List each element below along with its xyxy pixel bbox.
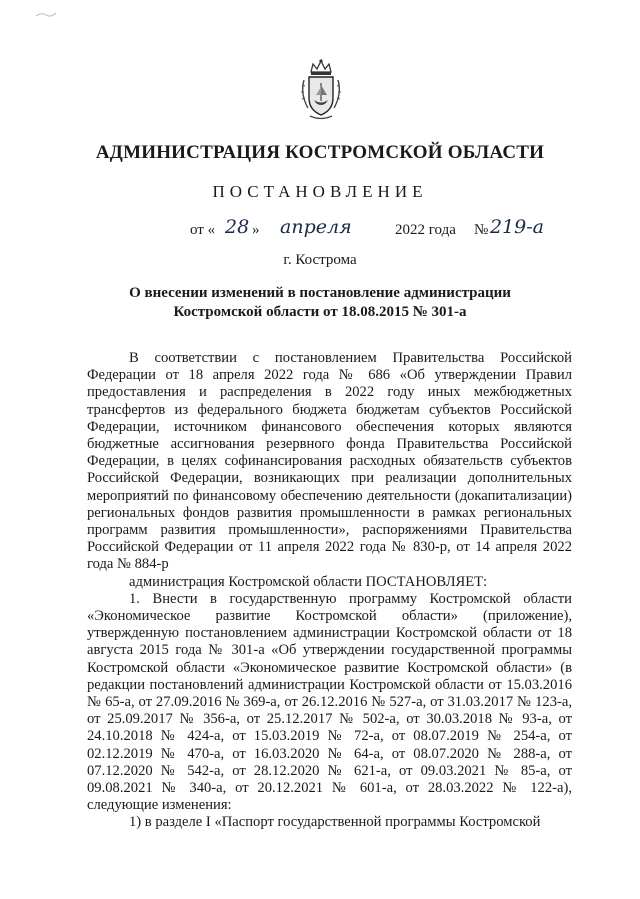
body-paragraph-1: В соответствии с постановлением Правительства Российской Федерации от 18 апреля 2022 года № 686 «Об утверждении Правил предоставления и распределения в 2022 году иных межбюджетных трансфертов из федерального бюджета бюджетам субъектов Российской Федерации, источником финансового обеспечения которых являются бюджетные ассигнования резервного фонда Правительства Российской Федерации, в целях софинансирования расходных обязательств субъектов Российской Федерации, возникающих при реализации дополнительных мероприятий по финансовому обеспечению деятельности (докапитализации) региональных фондов развития промышленности в рамках региональных программ развития промышленности», распоряжениями Правительства Российской Федерации от 11 апреля 2022 года № 830-р, от 14 апреля 2022 года № 884-р <box>87 350 572 573</box>
handwritten-day: 28 <box>225 216 250 238</box>
handwritten-month: апреля <box>280 216 352 238</box>
scan-mark <box>34 10 58 20</box>
coat-of-arms-emblem <box>296 58 346 122</box>
date-number-line <box>190 216 570 246</box>
document-type-heading: ПОСТАНОВЛЕНИЕ <box>212 182 428 201</box>
date-year: 2022 года <box>395 222 456 238</box>
body-paragraph-3: 1. Внести в государственную программу Костромской области «Экономическое развитие Костромской области» (приложение), утвержденную постановлением администрации Костромской области от 18 августа 2015 года № 301-а «Об утверждении государственной программы Костромской области «Экономическое развитие Костромской области» (в редакции постановлений администрации Костромской области от 15.03.2016 № 65-а, от 27.09.2016 № 369-а, от 26.12.2016 № 527-а, от 31.03.2017 № 123-а, от 25.09.2017 № 356-а, от 25.12.2017 № 502-а, от 30.03.2018 № 93-а, от 24.10.2018 № 424-а, от 15.03.2019 № 72-а, от 08.07.2019 № 254-а, от 02.12.2019 № 470-а, от 16.03.2020 № 64-а, от 08.07.2020 № 288-а, от 07.12.2020 № 542-а, от 28.12.2020 № 621-а, от 09.03.2021 № 85-а, от 09.08.2021 № 340-а, от 20.12.2021 № 601-а, от 28.03.2022 № 122-а), следующие изменения: <box>87 590 572 814</box>
subject-line-2: Костромской области от 18.08.2015 № 301-а <box>173 304 467 320</box>
city-line: г. Кострома <box>283 252 357 268</box>
handwritten-number: 219-а <box>490 216 545 238</box>
date-prefix: от « <box>190 222 216 238</box>
document-subject <box>100 284 540 322</box>
date-close-quote: » <box>252 222 260 238</box>
subject-line-1: О внесении изменений в постановление администрации <box>129 285 511 301</box>
body-paragraph-2: администрация Костромской области ПОСТАНОВЛЯЕТ: <box>129 573 488 590</box>
organization-title: АДМИНИСТРАЦИЯ КОСТРОМСКОЙ ОБЛАСТИ <box>95 142 545 163</box>
number-label: № <box>474 222 489 238</box>
body-paragraph-4: 1) в разделе I «Паспорт государственной программы Костромской <box>129 814 541 831</box>
document-body <box>87 350 572 832</box>
